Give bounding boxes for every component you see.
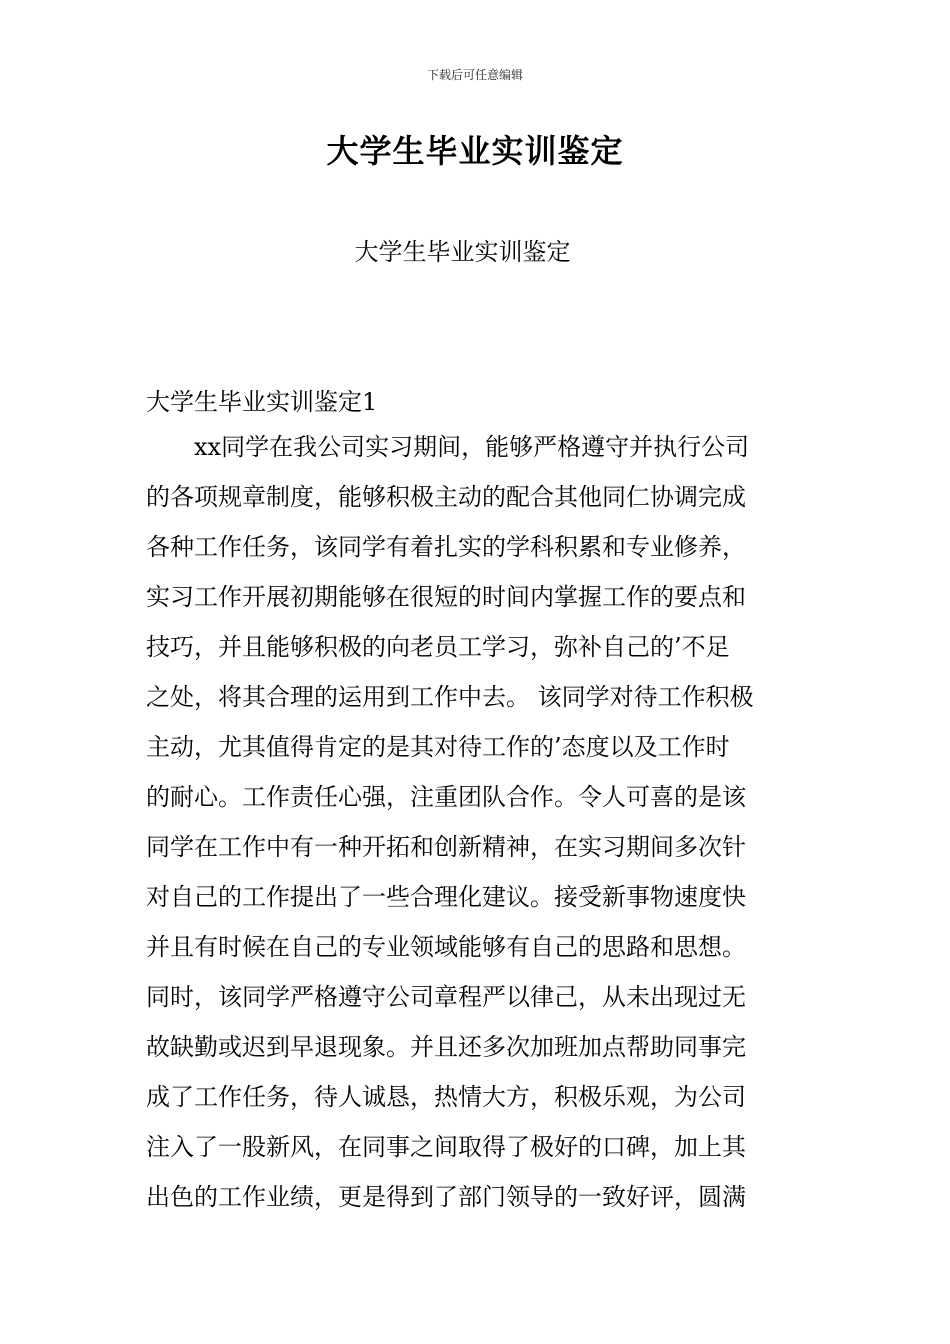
body-line: 技巧，并且能够积极的向老员工学习，弥补自己的’不足: [146, 633, 730, 661]
body-line: 实习工作开展初期能够在很短的时间内掌握工作的要点和: [146, 583, 746, 611]
body-line: 同学在工作中有一种开拓和创新精神，在实习期间多次针: [146, 833, 746, 861]
header-note: 下载后可任意编辑: [426, 68, 523, 82]
body-line: 注入了一股新风，在同事之间取得了极好的口碑，加上其: [146, 1133, 746, 1161]
body-line: 出色的工作业绩，更是得到了部门领导的一致好评，圆满: [146, 1183, 746, 1211]
body-line: 的各项规章制度，能够积极主动的配合其他同仁协调完成: [146, 483, 746, 511]
body-line: 成了工作任务，待人诚恳，热情大方，积极乐观，为公司: [146, 1083, 746, 1111]
document-title: 大学生毕业实训鉴定: [326, 132, 624, 170]
document-subtitle: 大学生毕业实训鉴定: [354, 238, 571, 266]
body-line: 之处，将其合理的运用到工作中去。 该同学对待工作积极: [146, 683, 754, 711]
body-line: 主动，尤其值得肯定的是其对待工作的’态度以及工作时: [146, 733, 730, 761]
body-line: 并且有时候在自己的专业领域能够有自己的思路和思想。: [146, 933, 746, 961]
body-line: 各种工作任务，该同学有着扎实的学科积累和专业修养，: [146, 533, 746, 561]
body-line: xx同学在我公司实习期间，能够严格遵守并执行公司: [146, 433, 750, 461]
body-line: 同时，该同学严格遵守公司章程严以律己，从未出现过无: [146, 983, 746, 1011]
section-heading: 大学生毕业实训鉴定1: [146, 388, 378, 416]
body-text: [146, 422, 808, 1222]
body-line: 对自己的工作提出了一些合理化建议。接受新事物速度快: [146, 883, 746, 911]
body-line: 的耐心。工作责任心强，注重团队合作。令人可喜的是该: [146, 783, 746, 811]
body-line: 故缺勤或迟到早退现象。并且还多次加班加点帮助同事完: [146, 1033, 746, 1061]
